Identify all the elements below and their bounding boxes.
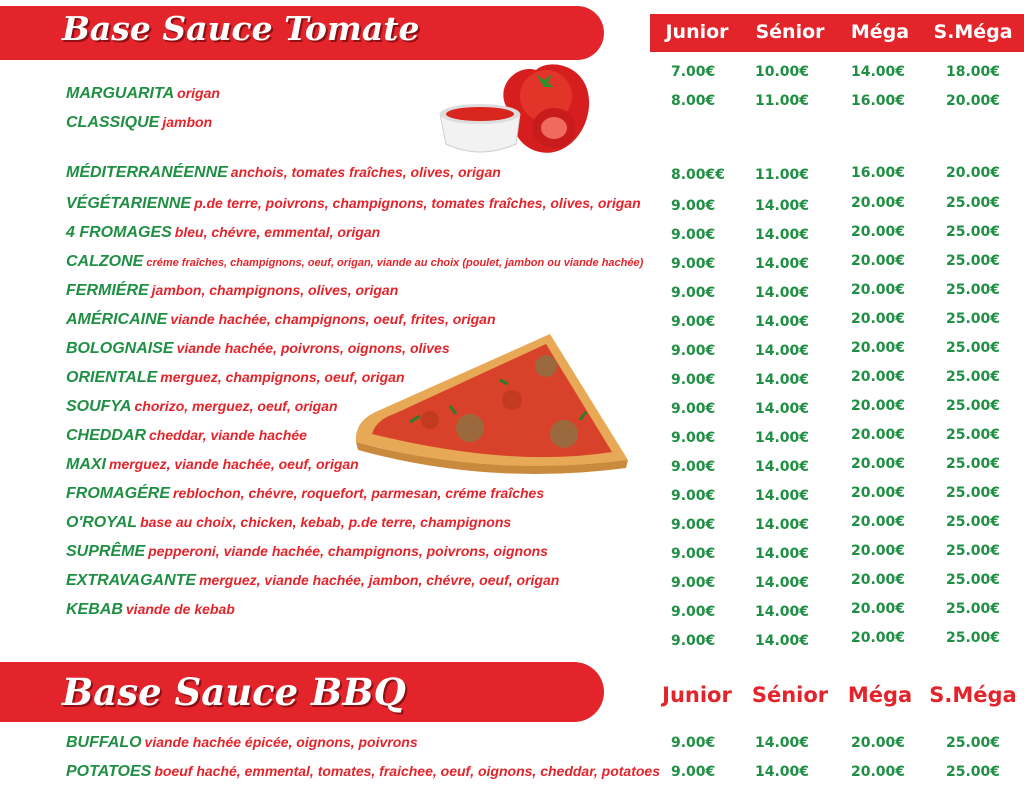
price-cell: 25.00€ [946,340,1001,356]
price-cell: 14.00€ [755,488,810,504]
price-cell: 10.00€ [755,64,810,80]
price-cell: 20.00€ [851,398,906,414]
size-smega: S.Méga [929,683,1017,707]
price-cell: 20.00€ [851,282,906,298]
size-mega: Méga [847,683,913,707]
price-cell: 25.00€ [946,195,1001,211]
price-cell: 14.00€ [755,517,810,533]
price-cell: 20.00€ [851,485,906,501]
price-cell: 18.00€ [946,64,1001,80]
size-senior: Sénior [751,683,829,707]
price-cell: 14.00€ [755,546,810,562]
menu-item-4-fromages: 4 FROMAGES bleu, chévre, emmental, origan [66,224,381,241]
price-cell: 9.00€ [671,546,716,562]
price-cell: 20.00€ [851,224,906,240]
price-cell: 9.00€ [671,198,716,214]
price-cell: 16.00€ [851,165,906,181]
price-cell: 20.00€ [851,735,906,751]
price-cell: 20.00€ [851,311,906,327]
price-cell: 9.00€ [671,575,716,591]
price-cell: 14.00€ [755,764,810,780]
menu-item-vegetarienne: VÉGÉTARIENNE p.de terre, poivrons, champignons, tomates fraîches, olives, origan [66,195,641,212]
price-cell: 9.00€ [671,488,716,504]
price-cell: 25.00€ [946,572,1001,588]
price-cell: 14.00€ [755,459,810,475]
menu-item-fermiere: FERMIÉRE jambon, champignons, olives, origan [66,282,399,299]
price-cell: 25.00€ [946,543,1001,559]
price-cell: 14.00€ [755,285,810,301]
menu-item-maxi: MAXI merguez, viande hachée, oeuf, origan [66,456,359,473]
price-cell: 9.00€ [671,633,716,649]
price-cell: 7.00€ [671,64,716,80]
menu-item-mediterraneenne: MÉDITERRANÉENNE anchois, tomates fraîches, olives, origan [66,164,501,181]
price-cell: 25.00€ [946,253,1001,269]
price-cell: 14.00€ [851,64,906,80]
price-cell: 25.00€ [946,764,1001,780]
price-cell: 9.00€ [671,256,716,272]
price-cell: 14.00€ [755,401,810,417]
size-junior: Junior [665,21,729,43]
price-cell: 20.00€ [946,165,1001,181]
size-mega: Méga [850,21,910,43]
tomate-section-title: Base Sauce Tomate [62,9,420,48]
price-cell: 14.00€ [755,256,810,272]
menu-item-kebab: KEBAB viande de kebab [66,601,235,618]
size-senior: Sénior [755,21,825,43]
price-cell: 9.00€ [671,227,716,243]
price-cell: 14.00€ [755,735,810,751]
price-cell: 14.00€ [755,372,810,388]
price-cell: 9.00€ [671,430,716,446]
price-cell: 14.00€ [755,227,810,243]
price-cell: 14.00€ [755,633,810,649]
price-cell: 20.00€ [851,514,906,530]
price-cell: 9.00€ [671,735,716,751]
price-cell: 14.00€ [755,343,810,359]
price-cell: 20.00€ [851,764,906,780]
menu-item-bolognaise: BOLOGNAISE viande hachée, poivrons, oignons, olives [66,340,450,357]
price-cell: 20.00€ [851,601,906,617]
price-cell: 9.00€ [671,343,716,359]
price-cell: 25.00€ [946,369,1001,385]
menu-item-orientale: ORIENTALE merguez, champignons, oeuf, origan [66,369,405,386]
price-cell: 9.00€ [671,401,716,417]
menu-item-potatoes: POTATOES boeuf haché, emmental, tomates, fraichee, oeuf, oignons, cheddar, potatoes [66,763,661,780]
price-cell: 25.00€ [946,601,1001,617]
price-cell: 25.00€ [946,735,1001,751]
price-cell: 14.00€ [755,314,810,330]
price-cell: 25.00€ [946,427,1001,443]
price-cell: 20.00€ [851,572,906,588]
price-cell: 25.00€ [946,630,1001,646]
price-cell: 9.00€ [671,372,716,388]
price-cell: 20.00€ [851,543,906,559]
price-cell: 9.00€ [671,459,716,475]
price-cell: 20.00€ [851,427,906,443]
price-cell: 25.00€ [946,456,1001,472]
price-cell: 25.00€ [946,224,1001,240]
size-smega: S.Méga [933,21,1013,43]
menu-item-cheddar: CHEDDAR cheddar, viande hachée [66,427,307,444]
menu-item-supreme: SUPRÊME pepperoni, viande hachée, champignons, poivrons, oignons [66,543,548,560]
price-cell: 9.00€ [671,764,716,780]
price-cell: 11.00€ [755,167,810,183]
menu-item-calzone: CALZONE créme fraîches, champignons, oeuf, origan, viande au choix (poulet, jambon ou viande hachée) [66,253,644,270]
price-cell: 8.00€ [671,93,716,109]
price-cell: 20.00€ [851,195,906,211]
price-cell: 25.00€ [946,514,1001,530]
price-cell: 11.00€ [755,93,810,109]
price-cell: 20.00€ [851,340,906,356]
menu-item-extravagante: EXTRAVAGANTE merguez, viande hachée, jambon, chévre, oeuf, origan [66,572,560,589]
tomate-size-header [650,14,1024,52]
price-cell: 9.00€ [671,517,716,533]
menu-item-marguarita: MARGUARITA origan [66,85,220,102]
price-cell: 25.00€ [946,311,1001,327]
bbq-section-title: Base Sauce BBQ [62,670,406,714]
price-cell: 25.00€ [946,398,1001,414]
price-cell: 8.00€€ [671,167,726,183]
price-cell: 14.00€ [755,430,810,446]
size-junior: Junior [662,683,732,707]
menu-item-soufya: SOUFYA chorizo, merguez, oeuf, origan [66,398,338,415]
price-cell: 16.00€ [851,93,906,109]
tomato-sauce-bowl-image [436,56,596,164]
price-cell: 9.00€ [671,285,716,301]
menu-item-buffalo: BUFFALO viande hachée épicée, oignons, poivrons [66,734,418,751]
price-cell: 9.00€ [671,314,716,330]
price-cell: 20.00€ [851,369,906,385]
price-cell: 9.00€ [671,604,716,620]
menu-item-oroyal: O'ROYAL base au choix, chicken, kebab, p.de terre, champignons [66,514,512,531]
price-cell: 14.00€ [755,198,810,214]
price-cell: 20.00€ [946,93,1001,109]
price-cell: 14.00€ [755,604,810,620]
menu-item-classique: CLASSIQUE jambon [66,114,213,131]
price-cell: 25.00€ [946,282,1001,298]
price-cell: 20.00€ [851,630,906,646]
menu-item-fromagere: FROMAGÉRE reblochon, chévre, roquefort, parmesan, créme fraîches [66,485,545,502]
price-cell: 14.00€ [755,575,810,591]
price-cell: 20.00€ [851,456,906,472]
menu-item-americaine: AMÉRICAINE viande hachée, champignons, oeuf, frites, origan [66,311,496,328]
price-cell: 25.00€ [946,485,1001,501]
price-cell: 20.00€ [851,253,906,269]
